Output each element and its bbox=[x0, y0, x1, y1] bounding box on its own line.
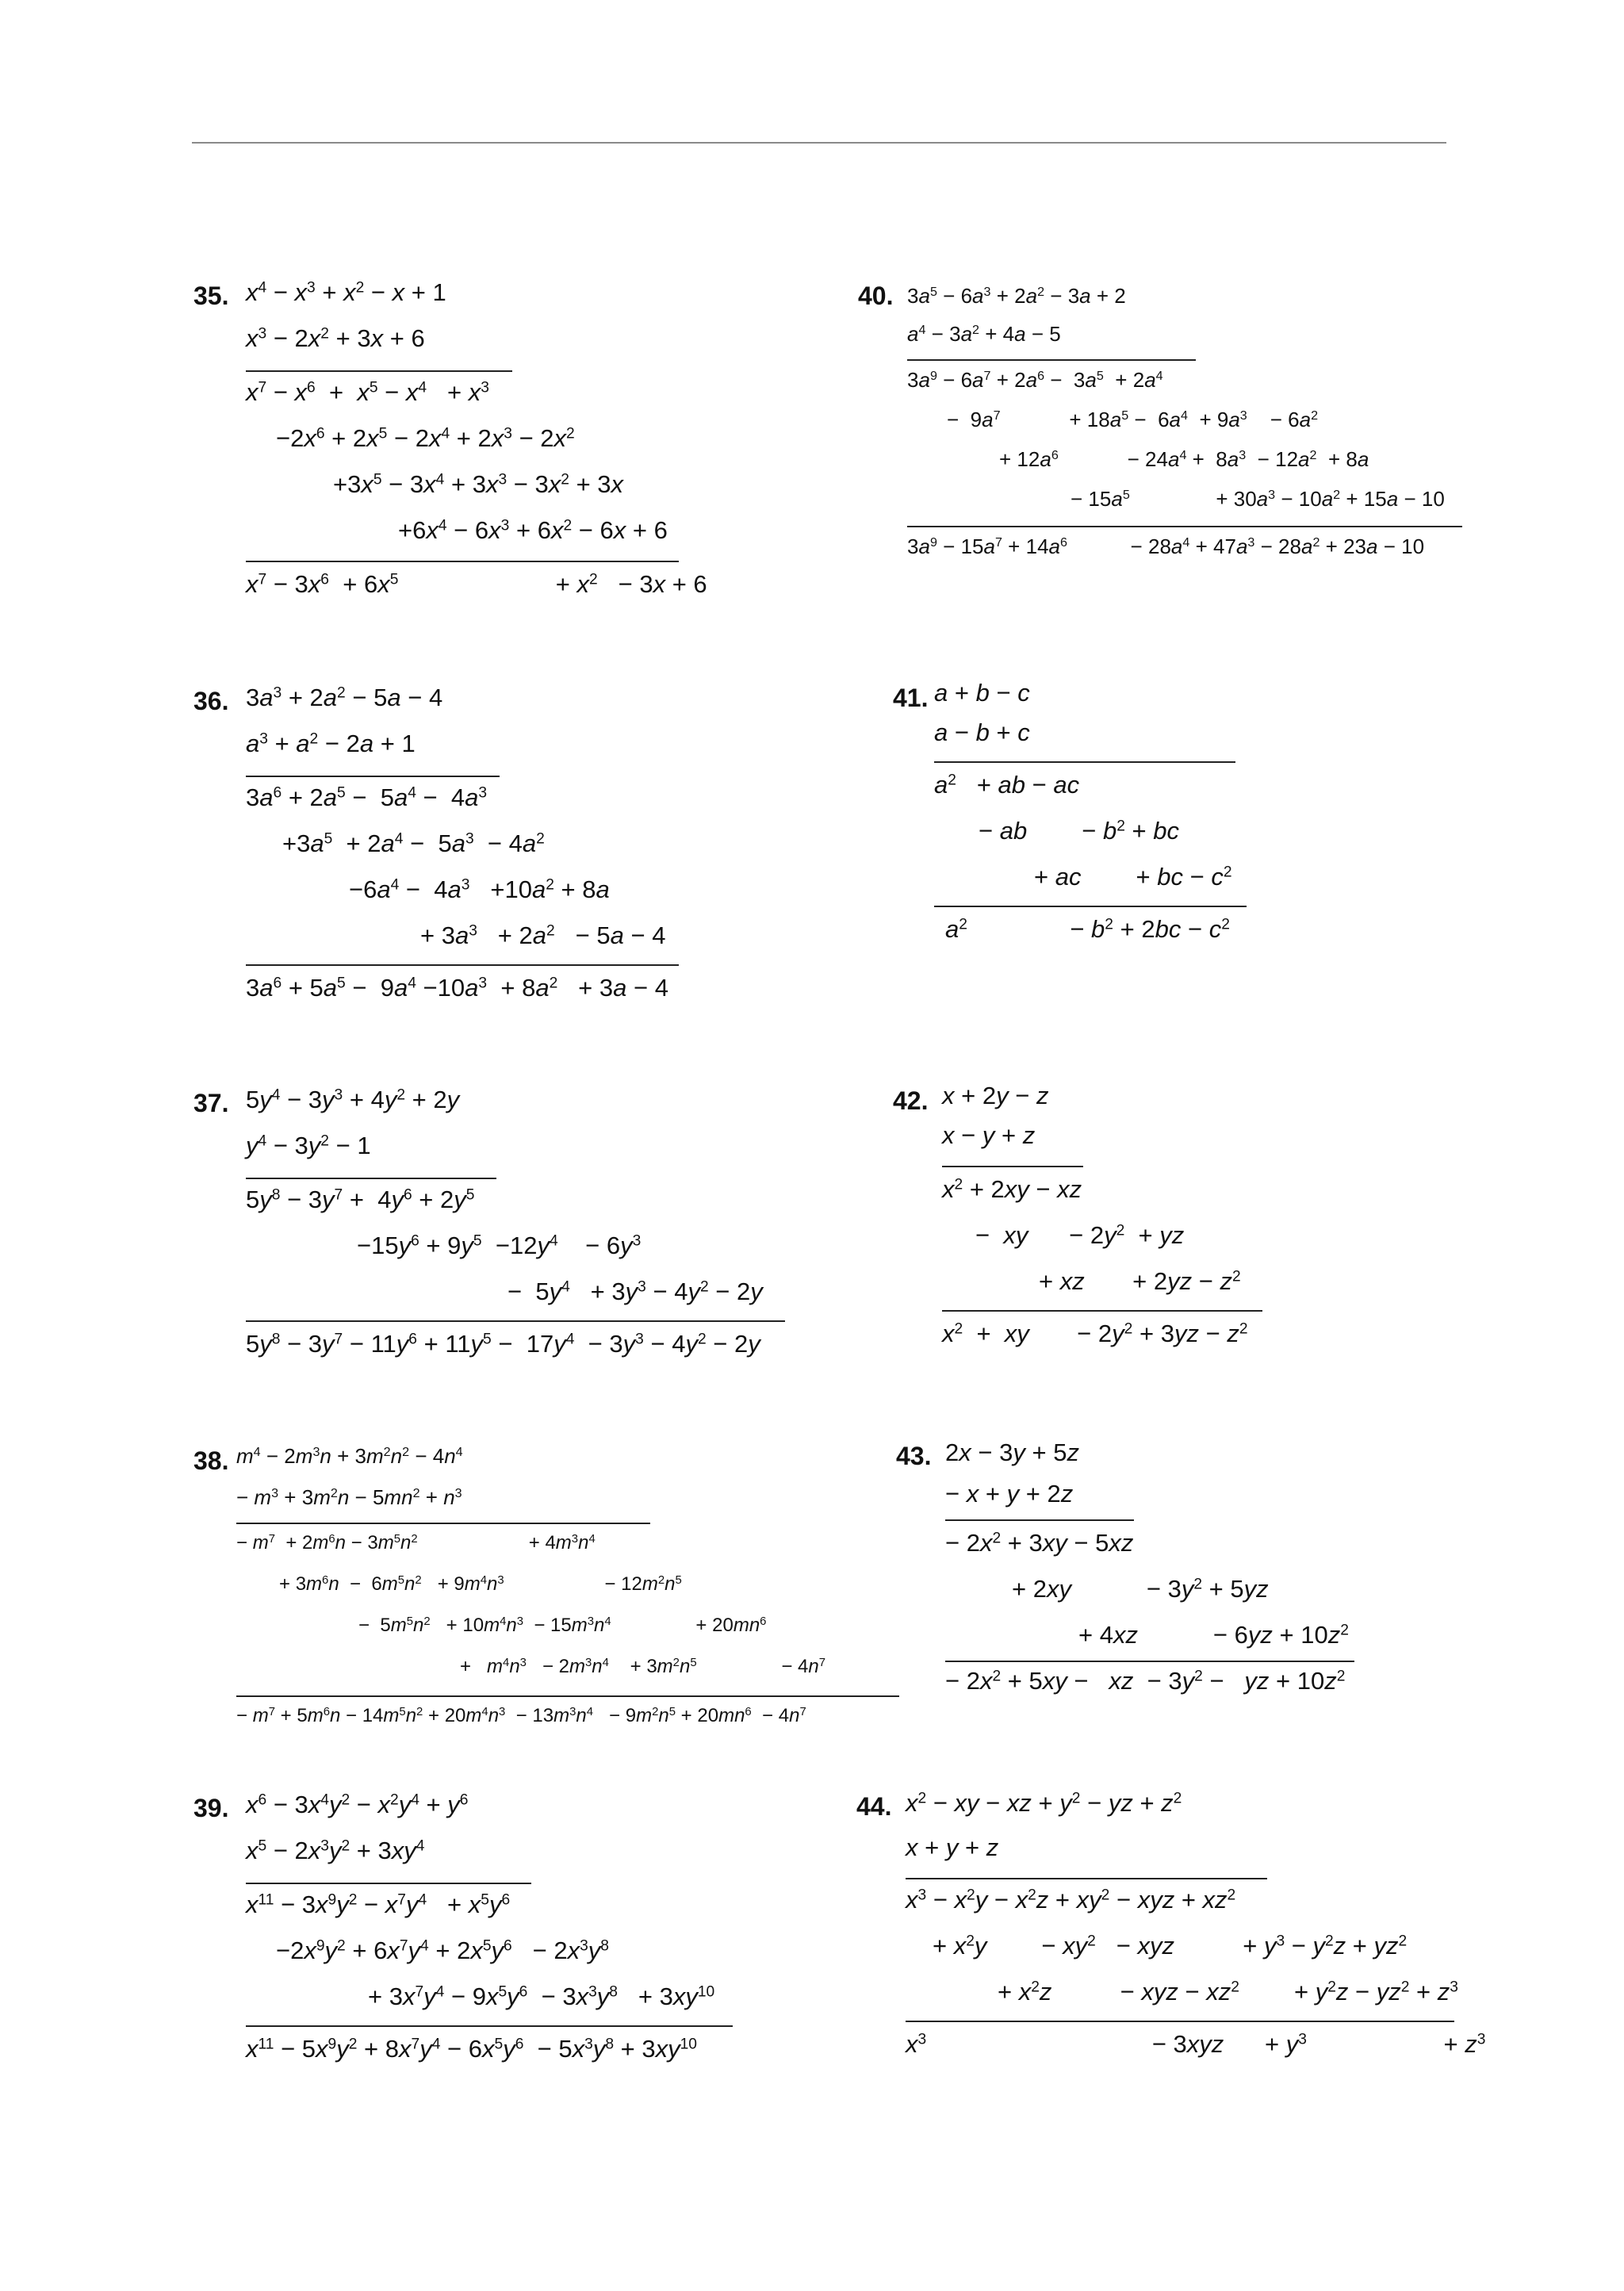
product: $a^2$ − $b^2 + 2bc - c^2$ bbox=[945, 915, 1230, 943]
rule bbox=[907, 526, 1462, 527]
problem-number: 43. bbox=[896, 1442, 932, 1470]
partial-product: + $3m^6n - 6m^5n^2$ + $9m^4n^3$ − $12m^2n^5$ bbox=[279, 1573, 682, 1595]
rule bbox=[246, 2025, 733, 2027]
problem-number: 36. bbox=[193, 687, 229, 715]
multiplicand: $m^4 - 2m^3n + 3m^2n^2 - 4n^4$ bbox=[236, 1444, 463, 1468]
rule bbox=[246, 964, 679, 966]
partial-product: − $2x^2 + 3xy - 5xz$ bbox=[945, 1529, 1134, 1557]
multiplicand: $x^4 - x^3 + x^2 - x + 1$ bbox=[246, 278, 446, 306]
rule bbox=[246, 1320, 785, 1322]
partial-product: + $3a^3$ + $2a^2$ − 5a − 4 bbox=[420, 921, 666, 949]
partial-product: $x^3 - x^2y - x^2z + xy^2$ − xyz + $xz^2$ bbox=[906, 1886, 1236, 1914]
problem-number: 39. bbox=[193, 1794, 229, 1822]
problem-number: 37. bbox=[193, 1089, 229, 1117]
product: − $2x^2 + 5xy$ − xz − $3y^2$ − yz + $10z^2$ bbox=[945, 1667, 1346, 1695]
partial-product: + $m^4n^3$ − $2m^3n^4$ + $3m^2n^5$ − $4n^7$ bbox=[460, 1656, 826, 1677]
partial-product: $+3x^5 - 3x^4 + 3x^3 - 3x^2 + 3x$ bbox=[333, 470, 624, 498]
partial-product: $a^2$ + ab − ac bbox=[934, 771, 1080, 799]
partial-product: − $5m^5n^2$ + $10m^4n^3 - 15m^3n^4$ + $20mn^6$ bbox=[358, 1615, 767, 1636]
problem-number: 35. bbox=[193, 282, 229, 310]
header-rule bbox=[192, 142, 1446, 144]
multiplicand: $3a^3 + 2a^2 - 5a - 4$ bbox=[246, 684, 443, 711]
multiplier: x − y + z bbox=[942, 1121, 1036, 1149]
partial-product: − $15a^5$ + $30a^3 - 10a^2 + 15a - 10$ bbox=[1071, 487, 1445, 511]
partial-product: + $3x^7y^4 - 9x^5y^6 - 3x^3y^8$ + $3xy^{10}$ bbox=[368, 1983, 715, 2010]
multiplier: $x^3 - 2x^2 + 3x + 6$ bbox=[246, 324, 425, 352]
partial-product: + 4xz − $6yz + 10z^2$ bbox=[1078, 1621, 1349, 1649]
rule bbox=[934, 906, 1247, 907]
partial-product: $+6x^4 - 6x^3 + 6x^2 - 6x + 6$ bbox=[398, 516, 668, 544]
partial-product: $x^7 - x^6 + x^5 - x^4$ + $x^3$ bbox=[246, 378, 489, 406]
partial-product: + $x^2z$ − xyz − $xz^2$ + $y^2z - yz^2 + z^3$ bbox=[998, 1978, 1458, 2006]
partial-product: $5y^8 - 3y^7 + 4y^6 + 2y^5$ bbox=[246, 1186, 475, 1213]
problem-number: 38. bbox=[193, 1446, 229, 1475]
product: $x^3$ − 3xyz + $y^3$ + $z^3$ bbox=[906, 2030, 1486, 2058]
multiplier: $x^5 - 2x^3y^2 + 3xy^4$ bbox=[246, 1837, 425, 1864]
rule bbox=[906, 2021, 1454, 2022]
partial-product: + $x^2y$ − $xy^2$ − xyz + $y^3 - y^2z + yz^2$ bbox=[933, 1932, 1408, 1960]
rule bbox=[236, 1695, 899, 1697]
rule bbox=[907, 359, 1196, 361]
partial-product: − $m^7 + 2m^6n - 3m^5n^2$ + $4m^3n^4$ bbox=[236, 1532, 596, 1554]
multiplicand: $x^6 - 3x^4y^2 - x^2y^4 + y^6$ bbox=[246, 1791, 469, 1818]
partial-product: $3a^9 - 6a^7 + 2a^6 - 3a^5 + 2a^4$ bbox=[907, 368, 1163, 392]
rule bbox=[942, 1166, 1083, 1167]
partial-product: + $12a^6$ − $24a^4 + 8a^3 - 12a^2 + 8a$ bbox=[999, 447, 1369, 471]
partial-product: $-6a^4 - 4a^3$ $+10a^2 + 8a$ bbox=[349, 875, 610, 903]
partial-product: + 2xy − $3y^2 + 5yz$ bbox=[1012, 1575, 1269, 1603]
multiplier: − $m^3 + 3m^2n - 5mn^2 + n^3$ bbox=[236, 1485, 462, 1509]
partial-product: − $9a^7$ + $18a^5 - 6a^4 + 9a^3$ − $6a^2$ bbox=[947, 408, 1319, 431]
partial-product: − xy − $2y^2$ + yz bbox=[975, 1221, 1185, 1249]
product: $3a^6 + 5a^5 - 9a^4 -10a^3 + 8a^2$ + 3a − 4 bbox=[246, 974, 668, 1002]
rule bbox=[246, 561, 679, 562]
product: $3a^9 - 15a^7 + 14a^6$ − $28a^4 + 47a^3 - 28a^2 + 23a - 10$ bbox=[907, 534, 1425, 558]
multiplicand: $3a^5 - 6a^3 + 2a^2 - 3a + 2$ bbox=[907, 284, 1126, 308]
multiplicand: 2x − 3y + 5z bbox=[945, 1439, 1079, 1466]
partial-product: + ac + bc − $c^2$ bbox=[1034, 863, 1232, 891]
partial-product: $x^2 + 2xy$ − xz bbox=[942, 1175, 1082, 1203]
product: $x^{11} - 5x^9y^2 + 8x^7y^4 - 6x^5y^6 - 5x^3y^8 + 3xy^{10}$ bbox=[246, 2035, 697, 2063]
rule bbox=[934, 761, 1235, 763]
multiplicand: $x^2$ − xy − xz + $y^2$ − yz + $z^2$ bbox=[906, 1789, 1182, 1817]
multiplier: $a^3 + a^2 - 2a + 1$ bbox=[246, 730, 416, 757]
rule bbox=[236, 1523, 650, 1524]
partial-product: $-2x^9y^2 + 6x^7y^4 + 2x^5y^6$ − $2x^3y^8$ bbox=[276, 1937, 609, 1964]
multiplier: a − b + c bbox=[934, 718, 1030, 746]
rule bbox=[942, 1310, 1262, 1312]
multiplier: x + y + z bbox=[906, 1833, 999, 1861]
multiplier: $y^4 - 3y^2 - 1$ bbox=[246, 1132, 371, 1159]
problem-number: 41. bbox=[893, 684, 929, 712]
rule bbox=[246, 776, 500, 777]
partial-product: $3a^6 + 2a^5 - 5a^4 - 4a^3$ bbox=[246, 783, 488, 811]
multiplicand: a + b − c bbox=[934, 679, 1030, 707]
rule bbox=[246, 370, 512, 372]
partial-product: $x^{11} - 3x^9y^2 - x^7y^4$ + $x^5y^6$ bbox=[246, 1891, 511, 1918]
multiplier: $a^4 - 3a^2 + 4a - 5$ bbox=[907, 322, 1061, 346]
rule bbox=[906, 1878, 1267, 1879]
rule bbox=[246, 1178, 496, 1179]
partial-product: $-2x^6 + 2x^5 - 2x^4 + 2x^3 - 2x^2$ bbox=[276, 424, 575, 452]
multiplicand: $5y^4 - 3y^3 + 4y^2 + 2y$ bbox=[246, 1086, 460, 1113]
partial-product: $-15y^6 + 9y^5 -12y^4$ − $6y^3$ bbox=[357, 1232, 642, 1259]
problem-number: 44. bbox=[856, 1792, 892, 1821]
problem-number: 42. bbox=[893, 1086, 929, 1115]
rule bbox=[945, 1661, 1354, 1662]
product: $x^7 - 3x^6 + 6x^5$ + $x^2$ − 3x + 6 bbox=[246, 570, 707, 598]
multiplier: − x + y + 2z bbox=[945, 1480, 1074, 1508]
problem-number: 40. bbox=[858, 282, 894, 310]
partial-product: − $5y^4$ + $3y^3 - 4y^2 - 2y$ bbox=[508, 1278, 763, 1305]
rule bbox=[246, 1883, 531, 1884]
partial-product: $+3a^5 + 2a^4 - 5a^3 - 4a^2$ bbox=[282, 829, 545, 857]
rule bbox=[945, 1519, 1134, 1521]
partial-product: + xz + $2yz - z^2$ bbox=[1039, 1267, 1241, 1295]
product: $5y^8 - 3y^7 - 11y^6 + 11y^5 - 17y^4 - 3y^3 - 4y^2 - 2y$ bbox=[246, 1330, 760, 1358]
product: − $m^7 + 5m^6n - 14m^5n^2 + 20m^4n^3 - 13m^3n^4$ − $9m^2n^5 + 20mn^6 - 4n^7$ bbox=[236, 1705, 806, 1726]
multiplicand: x + 2y − z bbox=[942, 1082, 1049, 1109]
product: $x^2$ + xy − $2y^2 + 3yz - z^2$ bbox=[942, 1320, 1248, 1347]
partial-product: − ab − $b^2$ + bc bbox=[979, 817, 1180, 845]
